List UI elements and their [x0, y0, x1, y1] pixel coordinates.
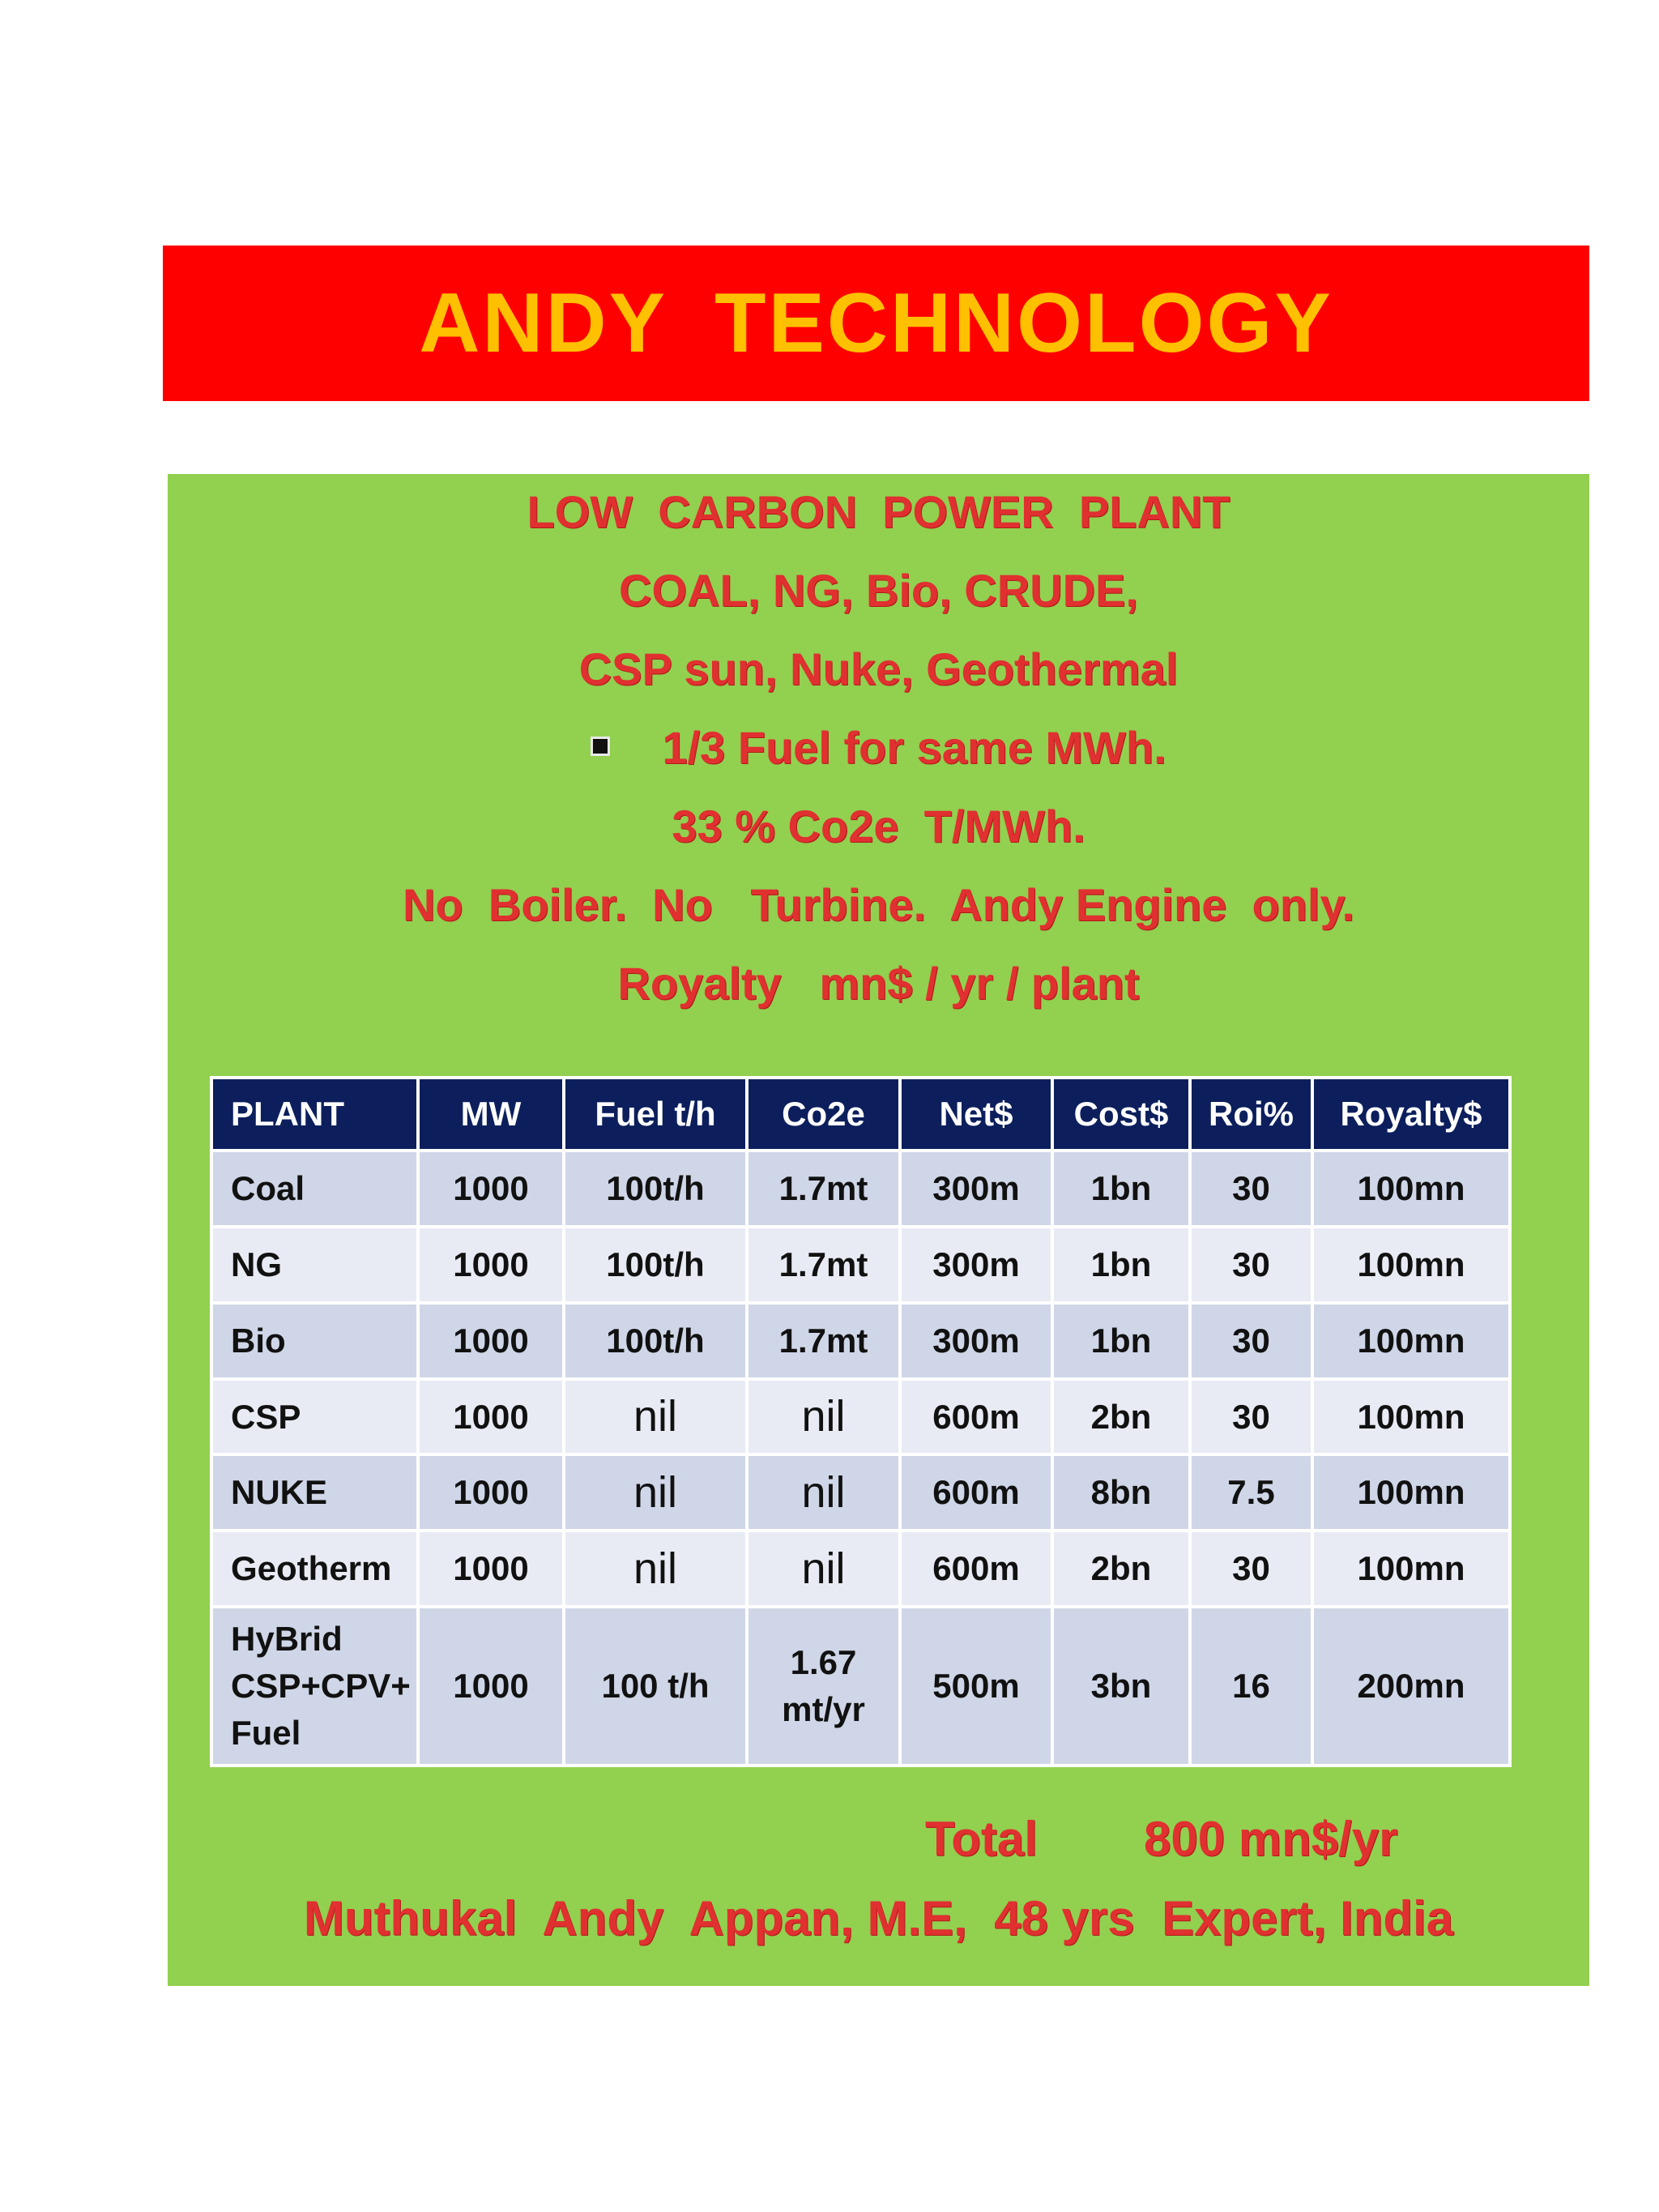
headline-1: LOW CARBON POWER PLANT: [527, 486, 1230, 537]
table-row: [211, 1607, 1510, 1766]
table-cell: 30: [1190, 1303, 1312, 1379]
table-cell: Coal: [211, 1151, 418, 1227]
table-cell: CSP: [211, 1379, 418, 1455]
headline-4: [168, 721, 1589, 774]
table-cell: nil: [564, 1531, 747, 1607]
table-cell: 1000: [418, 1227, 564, 1303]
table-cell: 100mn: [1312, 1454, 1510, 1531]
table-cell: 300m: [900, 1151, 1052, 1227]
content-panel: [168, 474, 1589, 1986]
total-value: 800 mn$/yr: [1144, 1812, 1398, 1866]
table-cell: Bio: [211, 1303, 418, 1379]
column-header: Royalty$: [1312, 1078, 1510, 1151]
table-cell: 1000: [418, 1531, 564, 1607]
column-header: Fuel t/h: [564, 1078, 747, 1151]
table-row: [211, 1227, 1510, 1303]
headline-3: CSP sun, Nuke, Geothermal: [578, 643, 1179, 694]
table-cell: 200mn: [1312, 1607, 1510, 1766]
plant-table: [210, 1076, 1512, 1767]
table-header-row: [211, 1078, 1510, 1151]
table-cell: 100t/h: [564, 1151, 747, 1227]
table-cell: 2bn: [1052, 1379, 1190, 1455]
table-cell: 100mn: [1312, 1303, 1510, 1379]
column-header: MW: [418, 1078, 564, 1151]
table-cell: 300m: [900, 1303, 1052, 1379]
table-cell: 1.67 mt/yr: [747, 1607, 900, 1766]
table-cell: 600m: [900, 1379, 1052, 1455]
table-cell: 1000: [418, 1454, 564, 1531]
table-cell: 1bn: [1052, 1151, 1190, 1227]
table-row: [211, 1454, 1510, 1531]
table-cell: 1000: [418, 1303, 564, 1379]
headline-2: COAL, NG, Bio, CRUDE,: [619, 565, 1138, 616]
table-cell: 1.7mt: [747, 1303, 900, 1379]
table-cell: 30: [1190, 1379, 1312, 1455]
table-cell: 100t/h: [564, 1227, 747, 1303]
table-row: [211, 1531, 1510, 1607]
table-cell: 30: [1190, 1227, 1312, 1303]
headline-7: Royalty mn$ / yr / plant: [617, 958, 1140, 1009]
headline-4-text: 1/3 Fuel for same MWh.: [662, 722, 1166, 773]
author-line: Muthukal Andy Appan, M.E, 48 yrs Expert, India: [303, 1891, 1454, 1945]
table-cell: 3bn: [1052, 1607, 1190, 1766]
table-cell: NUKE: [211, 1454, 418, 1531]
total-label: Total: [925, 1812, 1038, 1866]
column-header: Cost$: [1052, 1078, 1190, 1151]
table-cell: 100mn: [1312, 1151, 1510, 1227]
table-cell: NG: [211, 1227, 418, 1303]
table-cell: 600m: [900, 1454, 1052, 1531]
table-cell: 1.7mt: [747, 1227, 900, 1303]
table-cell: nil: [747, 1531, 900, 1607]
table-cell: 600m: [900, 1531, 1052, 1607]
table-cell: 30: [1190, 1531, 1312, 1607]
table-cell: 1bn: [1052, 1303, 1190, 1379]
table-cell: Geotherm: [211, 1531, 418, 1607]
table-cell: nil: [747, 1454, 900, 1531]
table-cell: 30: [1190, 1151, 1312, 1227]
table-cell: 1bn: [1052, 1227, 1190, 1303]
table-cell: 100mn: [1312, 1531, 1510, 1607]
table-cell: 100t/h: [564, 1303, 747, 1379]
table-cell: 7.5: [1190, 1454, 1312, 1531]
column-header: PLANT: [211, 1078, 418, 1151]
headline-6: No Boiler. No Turbine. Andy Engine only.: [402, 879, 1354, 930]
bullet-square-icon: [591, 737, 610, 756]
table-cell: 100 t/h: [564, 1607, 747, 1766]
column-header: Roi%: [1190, 1078, 1312, 1151]
column-header: Net$: [900, 1078, 1052, 1151]
table-cell: nil: [564, 1454, 747, 1531]
table-row: [211, 1303, 1510, 1379]
column-header: Co2e: [747, 1078, 900, 1151]
table-cell: 100mn: [1312, 1227, 1510, 1303]
table-cell: 2bn: [1052, 1531, 1190, 1607]
table-row: [211, 1379, 1510, 1455]
table-row: [211, 1151, 1510, 1227]
table-cell: HyBrid CSP+CPV+ Fuel: [211, 1607, 418, 1766]
table-cell: 1000: [418, 1379, 564, 1455]
table-cell: 500m: [900, 1607, 1052, 1766]
table-cell: 300m: [900, 1227, 1052, 1303]
table-cell: nil: [564, 1379, 747, 1455]
table-cell: 8bn: [1052, 1454, 1190, 1531]
page-title: ANDY TECHNOLOGY: [419, 275, 1333, 370]
table-cell: 16: [1190, 1607, 1312, 1766]
title-banner: [163, 246, 1589, 401]
table-cell: 1.7mt: [747, 1151, 900, 1227]
table-cell: 100mn: [1312, 1379, 1510, 1455]
table-cell: nil: [747, 1379, 900, 1455]
table-cell: 1000: [418, 1151, 564, 1227]
headline-5: 33 % Co2e T/MWh.: [672, 801, 1085, 852]
table-cell: 1000: [418, 1607, 564, 1766]
